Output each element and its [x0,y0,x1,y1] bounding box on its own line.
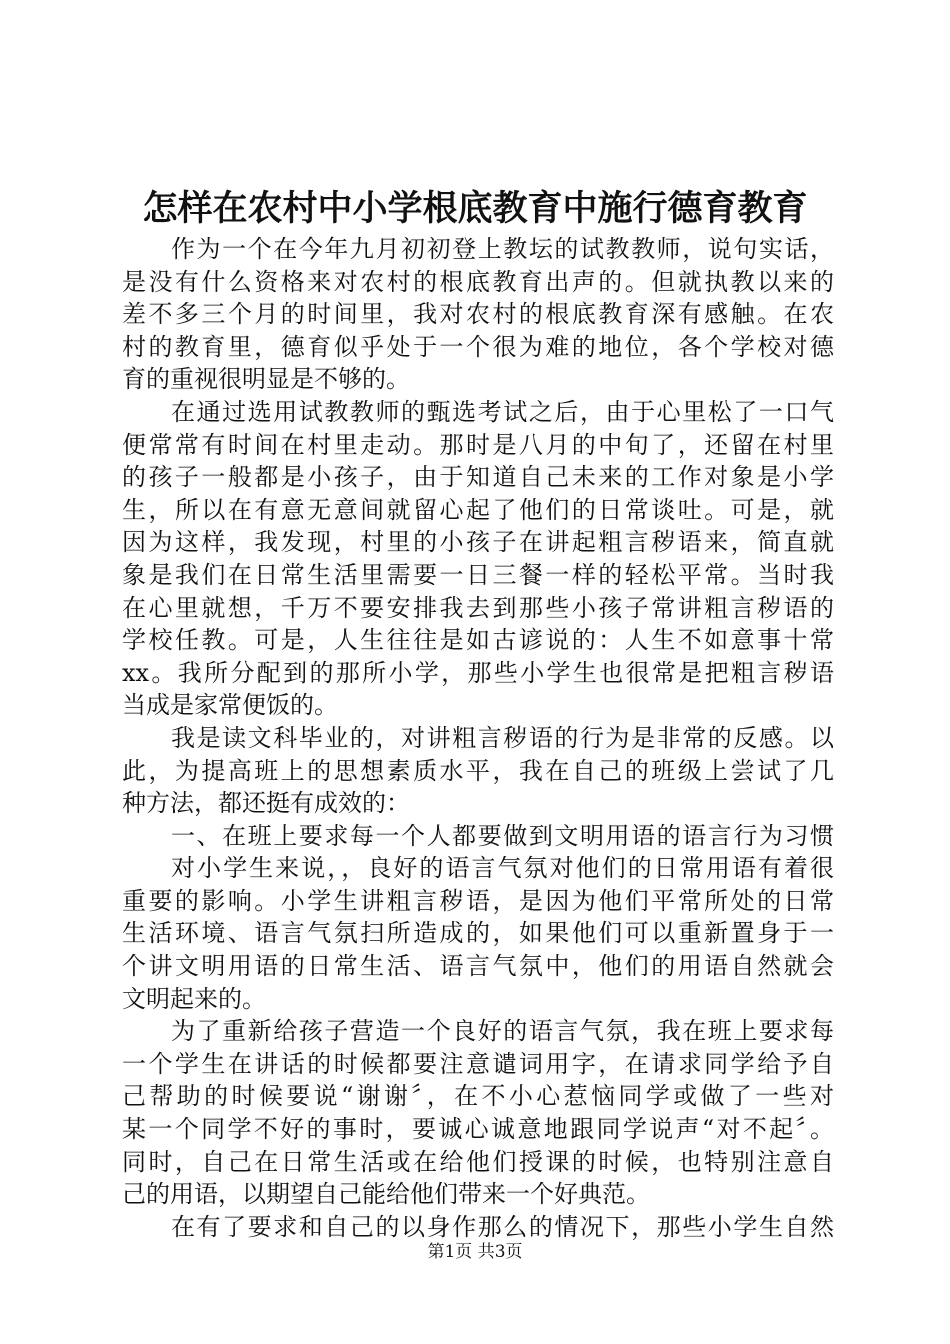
paragraph-line: 差不多三个月的时间里，我对农村的根底教育深有感触。在农 [122,300,834,329]
paragraph-line: 重要的影响。小学生讲粗言秽语，是因为他们平常所处的日常 [122,886,834,915]
section-heading-line: 一、在班上要求每一个人都要做到文明用语的语言行为习惯 [171,821,834,850]
paragraph-line: 己的用语，以期望自己能给他们带来一个好典范。 [122,1180,650,1209]
page-number-footer: 第1页 共3页 [427,1242,523,1262]
paragraph-line: 育的重视很明显是不够的。 [122,365,410,394]
paragraph-line: xx。我所分配到的那所小学，那些小学生也很常是把粗言秽语 [122,658,834,687]
paragraph-line: 的孩子一般都是小孩子，由于知道自己未来的工作对象是小学 [122,463,834,492]
paragraph-line: 生活环境、语言气氛扫所造成的，如果他们可以重新置身于一 [122,919,834,948]
paragraph-line: 学校任教。可是，人生往往是如古谚说的：人生不如意事十常 [122,626,834,655]
paragraph-line: 是没有什么资格来对农村的根底教育出声的。但就执教以来的 [122,267,834,296]
document-body [122,233,834,1243]
paragraph-line: 为了重新给孩子营造一个良好的语言气氛，我在班上要求每 [171,1017,834,1046]
paragraph-line: 一个学生在讲话的时候都要注意谴词用字，在请求同学给予自 [122,1049,834,1078]
paragraph-line: 当成是家常便饭的。 [122,691,338,720]
paragraph-line: 村的教育里，德育似乎处于一个很为难的地位，各个学校对德 [122,332,834,361]
paragraph-line: 个讲文明用语的日常生活、语言气氛中，他们的用语自然就会 [122,952,834,981]
paragraph-line: 己帮助的时候要说“谢谢〞，在不小心惹恼同学或做了一些对 [122,1082,834,1111]
document-title: 怎样在农村中小学根底教育中施行德育教育 [142,188,808,229]
paragraph-line: 因为这样，我发现，村里的小孩子在讲起粗言秽语来，简直就 [122,528,834,557]
paragraph-line: 某一个同学不好的事时，要诚心诚意地跟同学说声“对不起〞。 [122,1115,834,1144]
paragraph-line: 同时，自己在日常生活或在给他们授课的时候，也特别注意自 [122,1147,834,1176]
paragraph-line: 文明起来的。 [122,984,266,1013]
paragraph-line: 种方法，都还挺有成效的： [122,789,410,818]
paragraph-line: 我是读文科毕业的，对讲粗言秽语的行为是非常的反感。以 [171,723,834,752]
paragraph-line: 象是我们在日常生活里需要一日三餐一样的轻松平常。当时我 [122,560,834,589]
paragraph-line: 便常常有时间在村里走动。那时是八月的中旬了，还留在村里 [122,430,834,459]
paragraph-line: 此，为提高班上的思想素质水平，我在自己的班级上尝试了几 [122,756,834,785]
paragraph-line: 对小学生来说，，良好的语言气氛对他们的日常用语有着很 [171,854,834,883]
paragraph-line: 作为一个在今年九月初初登上教坛的试教教师，说句实话， [171,235,834,263]
paragraph-line: 在通过选用试教教师的甄选考试之后，由于心里松了一口气 [171,397,834,426]
paragraph-line: 在有了要求和自己的以身作那么的情况下，那些小学生自然 [171,1212,834,1241]
paragraph-line: 在心里就想，千万不要安排我去到那些小孩子常讲粗言秽语的 [122,593,834,622]
paragraph-line: 生，所以在有意无意间就留心起了他们的日常谈吐。可是，就 [122,495,834,524]
